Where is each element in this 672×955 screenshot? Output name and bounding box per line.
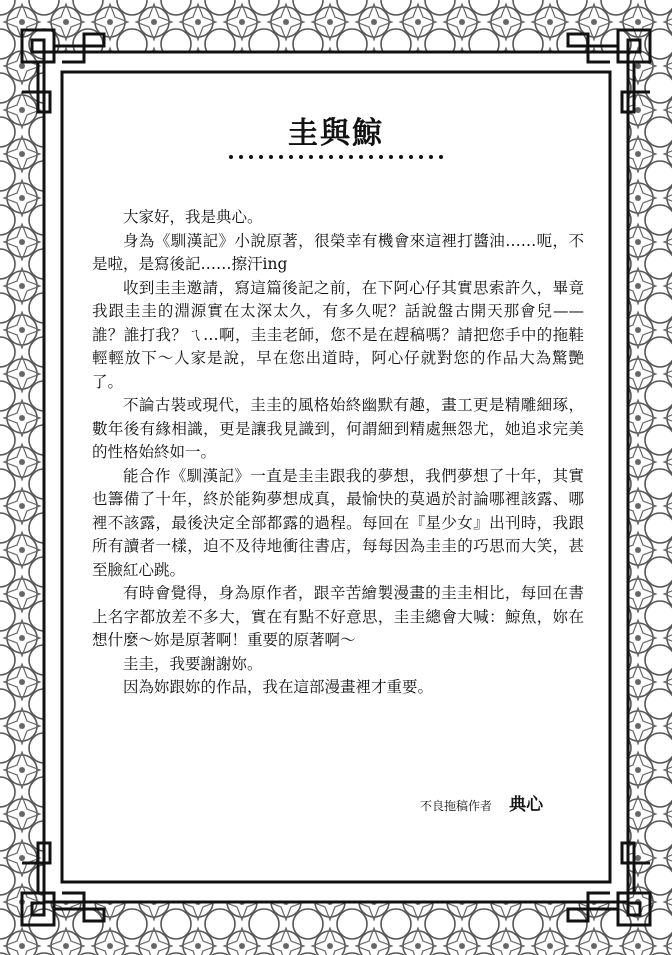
- paragraph-author-feeling: 有時會覺得，身為原作者，跟辛苦繪製漫畫的圭圭相比，每回在書上名字都放差不多大，實在有點不好意思，圭圭總會大喊：鯨魚，妳在想什麼～妳是原著啊！重要的原著啊～: [92, 584, 584, 649]
- signature-name: 典心: [509, 795, 544, 815]
- paragraph-closing: 因為妳跟妳的作品，我在這部漫畫裡才重要。: [123, 678, 434, 696]
- paragraph-thanks: 圭圭，我要謝謝妳。: [123, 654, 263, 673]
- title-dotted-underline: [228, 154, 450, 160]
- paragraph-collaboration: 能合作《馴漢記》一直是圭圭跟我的夢想，我們夢想了十年，其實也籌備了十年，終於能夠夢想成真，最愉快的莫過於討論哪裡該露、哪裡不該露，最後決定全部都露的過程。每回在『星少女』出刊時，我跟所有讀者一樣，迫不及待地衝往書店，每每因為圭圭的巧思而大笑，甚至臉紅心跳。: [92, 466, 584, 579]
- paragraph-style: 不論古裝或現代，圭圭的風格始終幽默有趣，畫工更是精雕細琢，數年後有緣相識，更是讓我見識到，何謂細到精處無怨尤，她追求完美的性格始終如一。: [92, 396, 584, 461]
- signature: [420, 790, 590, 815]
- paragraph-greeting: 大家好，我是典心。: [123, 208, 263, 226]
- paragraph-invitation: 收到圭圭邀請，寫這篇後記之前，在下阿心仔其實思索許久，畢竟我跟圭圭的淵源實在太深太久，有多久呢？話說盤古開天那會兒——誰？誰打我？ㄟ…啊，圭圭老師，您不是在趕稿嗎？請把您手中的拖鞋輕輕放下～人家是說，早在您出道時，阿心仔就對您的作品大為驚艷了。: [92, 278, 584, 391]
- afterword-body: [92, 206, 584, 700]
- signature-role: 不良拖稿作者: [420, 799, 493, 813]
- page-title: 圭與鯨: [288, 116, 384, 151]
- paragraph-intro: 身為《馴漢記》小說原著，很榮幸有機會來這裡打醬油……呃，不是啦，是寫後記……擦汗ing: [92, 231, 584, 273]
